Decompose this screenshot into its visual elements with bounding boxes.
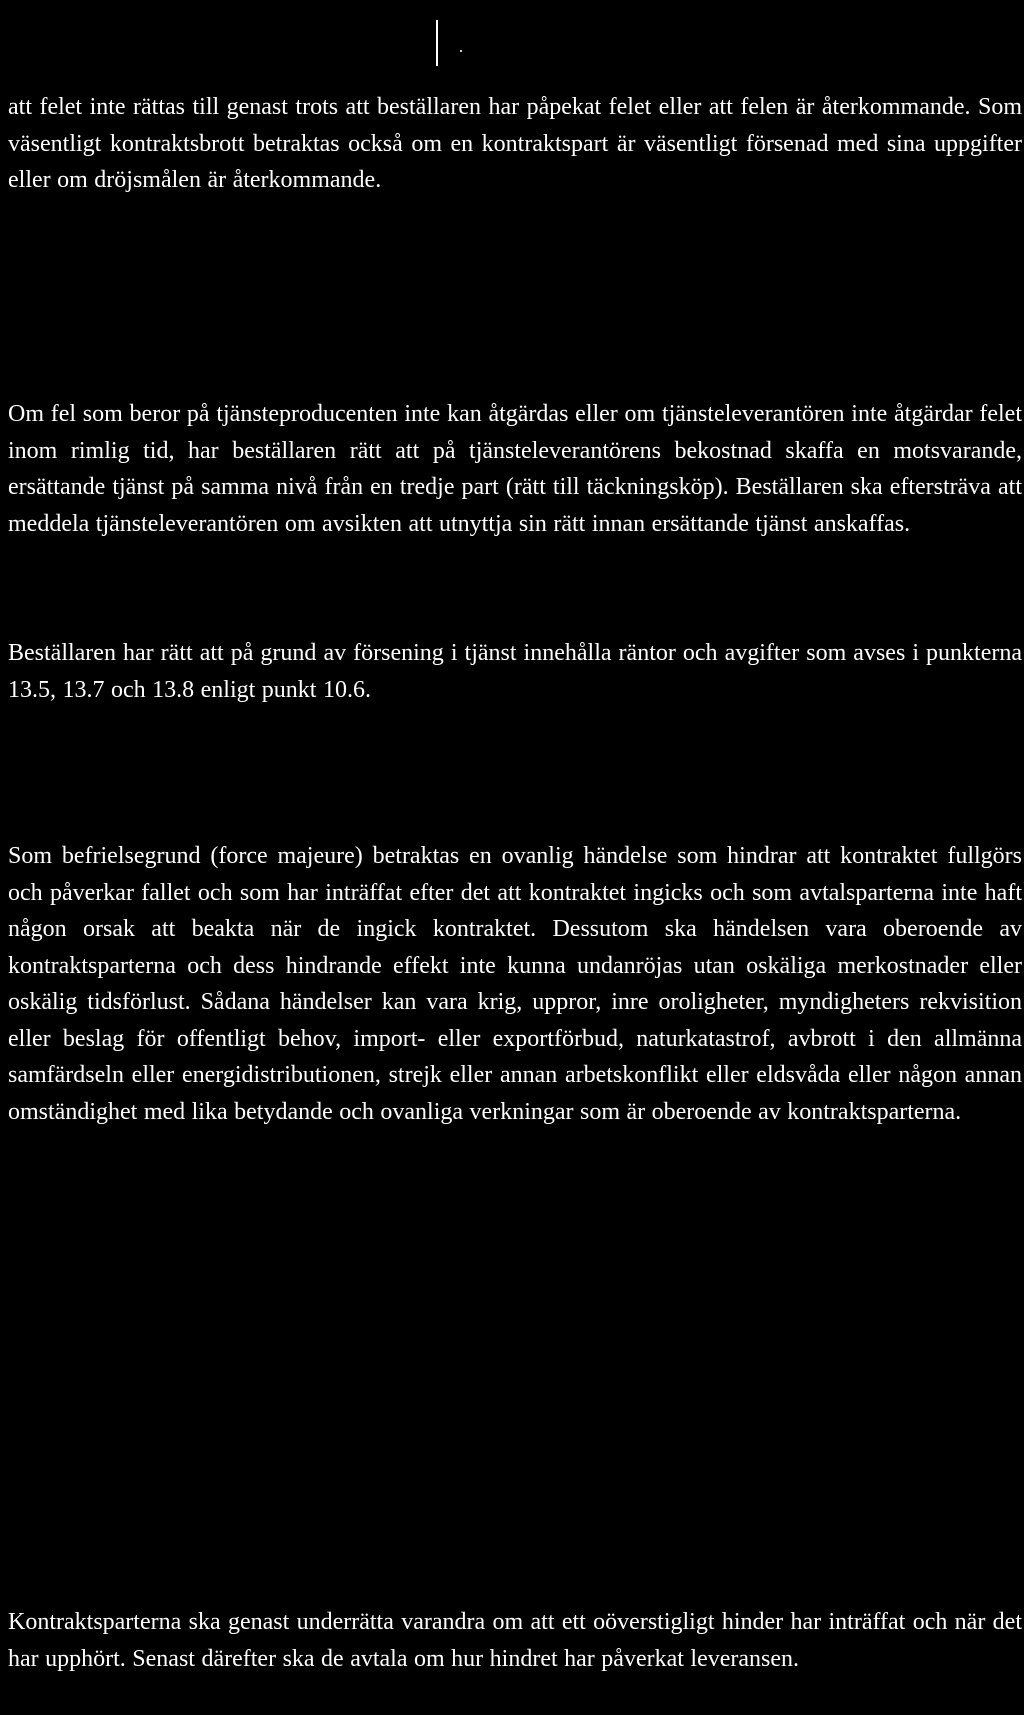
paragraph-force-majeure: Som befrielsegrund (force majeure) betraktas en ovanlig händelse som hindrar att kontraktet fullgörs och påverkar fallet och som har inträffat efter det att kontraktet ingicks och som avtalsparterna inte haft någon orsak att beakta när de ingick kontraktet. Dessutom ska händelsen vara oberoende av kontraktsparterna och dess hindrande effekt inte kunna undanröjas utan oskäliga merkostnader eller oskälig tidsförlust. Sådana händelser kan vara krig, uppror, inre oroligheter, myndigheters rekvisition eller beslag för offentligt behov, import- eller exportförbud, naturkatastrof, avbrott i den allmänna samfärdseln eller energidistributionen, strejk eller annan arbetskonflikt eller eldsvåda eller någon annan omständighet med lika betydande och ovanliga verkningar som är oberoende av kontraktsparterna. (8, 843, 1022, 1125)
paragraph-withhold-payments: Beställaren har rätt att på grund av försening i tjänst innehålla räntor och avgifter som avses i punkterna 13.5, 13.7 och 13.8 enligt punkt 10.6. (8, 640, 1022, 703)
scan-dot (460, 50, 462, 52)
paragraph-cover-purchase: Om fel som beror på tjänsteproducenten inte kan åtgärdas eller om tjänsteleverantören inte åtgärdar felet inom rimlig tid, har beställaren rätt att på tjänsteleverantörens bekostnad skaffa en motsvarande, ersättande tjänst på samma nivå från en tredje part (rätt till täckningsköp). Beställaren ska eftersträva att meddela tjänsteleverantören om avsikten att utnyttja sin rätt innan ersättande tjänst anskaffas. (8, 401, 1022, 537)
paragraph-notification: Kontraktsparterna ska genast underrätta varandra om att ett oöverstigligt hinder har inträffat och när det har upphört. Senast därefter ska de avtala om hur hindret har påverkat leveransen. (8, 1609, 1022, 1672)
scan-mark (436, 20, 438, 66)
paragraph-material-breach: att felet inte rättas till genast trots att beställaren har påpekat felet eller att felen är återkommande. Som väsentligt kontraktsbrott betraktas också om en kontraktspart är väsentligt försenad med sina uppgifter eller om dröjsmålen är återkommande. (8, 94, 1022, 193)
